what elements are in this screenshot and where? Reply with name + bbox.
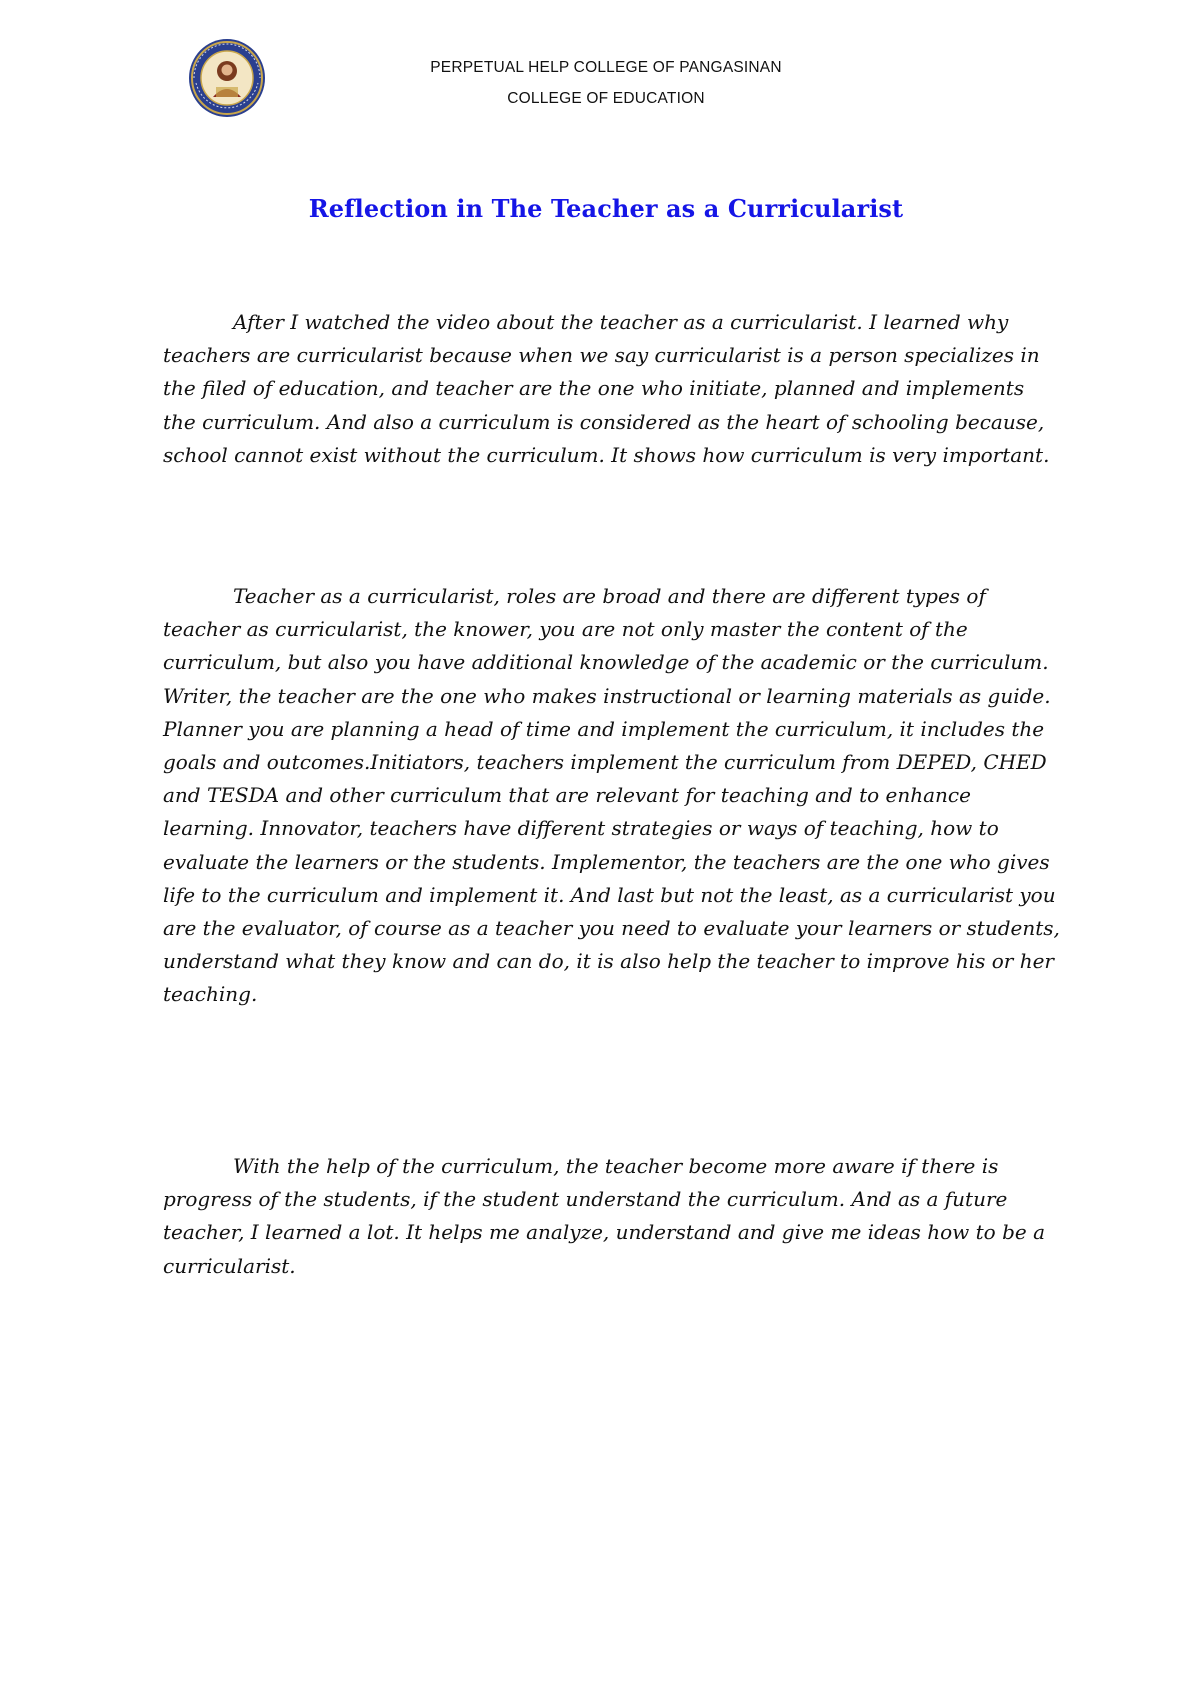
paragraph-2: Teacher as a curricularist, roles are broad and there are different types of teacher as curricularist, the knower, you are not only master the content of the curriculum, but also you have additional knowledge of the academic or the curriculum. Writer, the teacher are the one who makes instructional or learning materials as guide. Planner you are planning a head of time and implement the curriculum, it includes the goals and outcomes.Initiators, teachers implement the curriculum from DEPED, CHED and TESDA and other curriculum that are relevant for teaching and to enhance learning. Innovator, teachers have different strategies or ways of teaching, how to evaluate the learners or the students. Implementor, the teachers are the one who gives life to the curriculum and implement it. And last but not the least, as a curricularist you are the evaluator, of course as a teacher you need to evaluate your learners or students, understand what they know and can do, it is also help the teacher to improve his or her teaching. [163, 584, 1060, 1007]
paragraph-1: After I watched the video about the teacher as a curricularist. I learned why teachers are curricularist because when we say curricularist is a person specializes in the filed of education, and teacher are the one who initiate, planned and implements the curriculum. And also a curriculum is considered as the heart of schooling because, school cannot exist without the curriculum. It shows how curriculum is very important. [163, 310, 1050, 467]
school-name: PERPETUAL HELP COLLEGE OF PANGASINAN [430, 59, 782, 76]
document-title: Reflection in The Teacher as a Curricularist [308, 194, 904, 223]
paragraph-3: With the help of the curriculum, the teacher become more aware if there is progress of the students, if the student understand the curriculum. And as a future teacher, I learned a lot. It helps me analyze, understand and give me ideas how to be a curricularist. [163, 1154, 1045, 1278]
college-name: COLLEGE OF EDUCATION [507, 90, 705, 107]
